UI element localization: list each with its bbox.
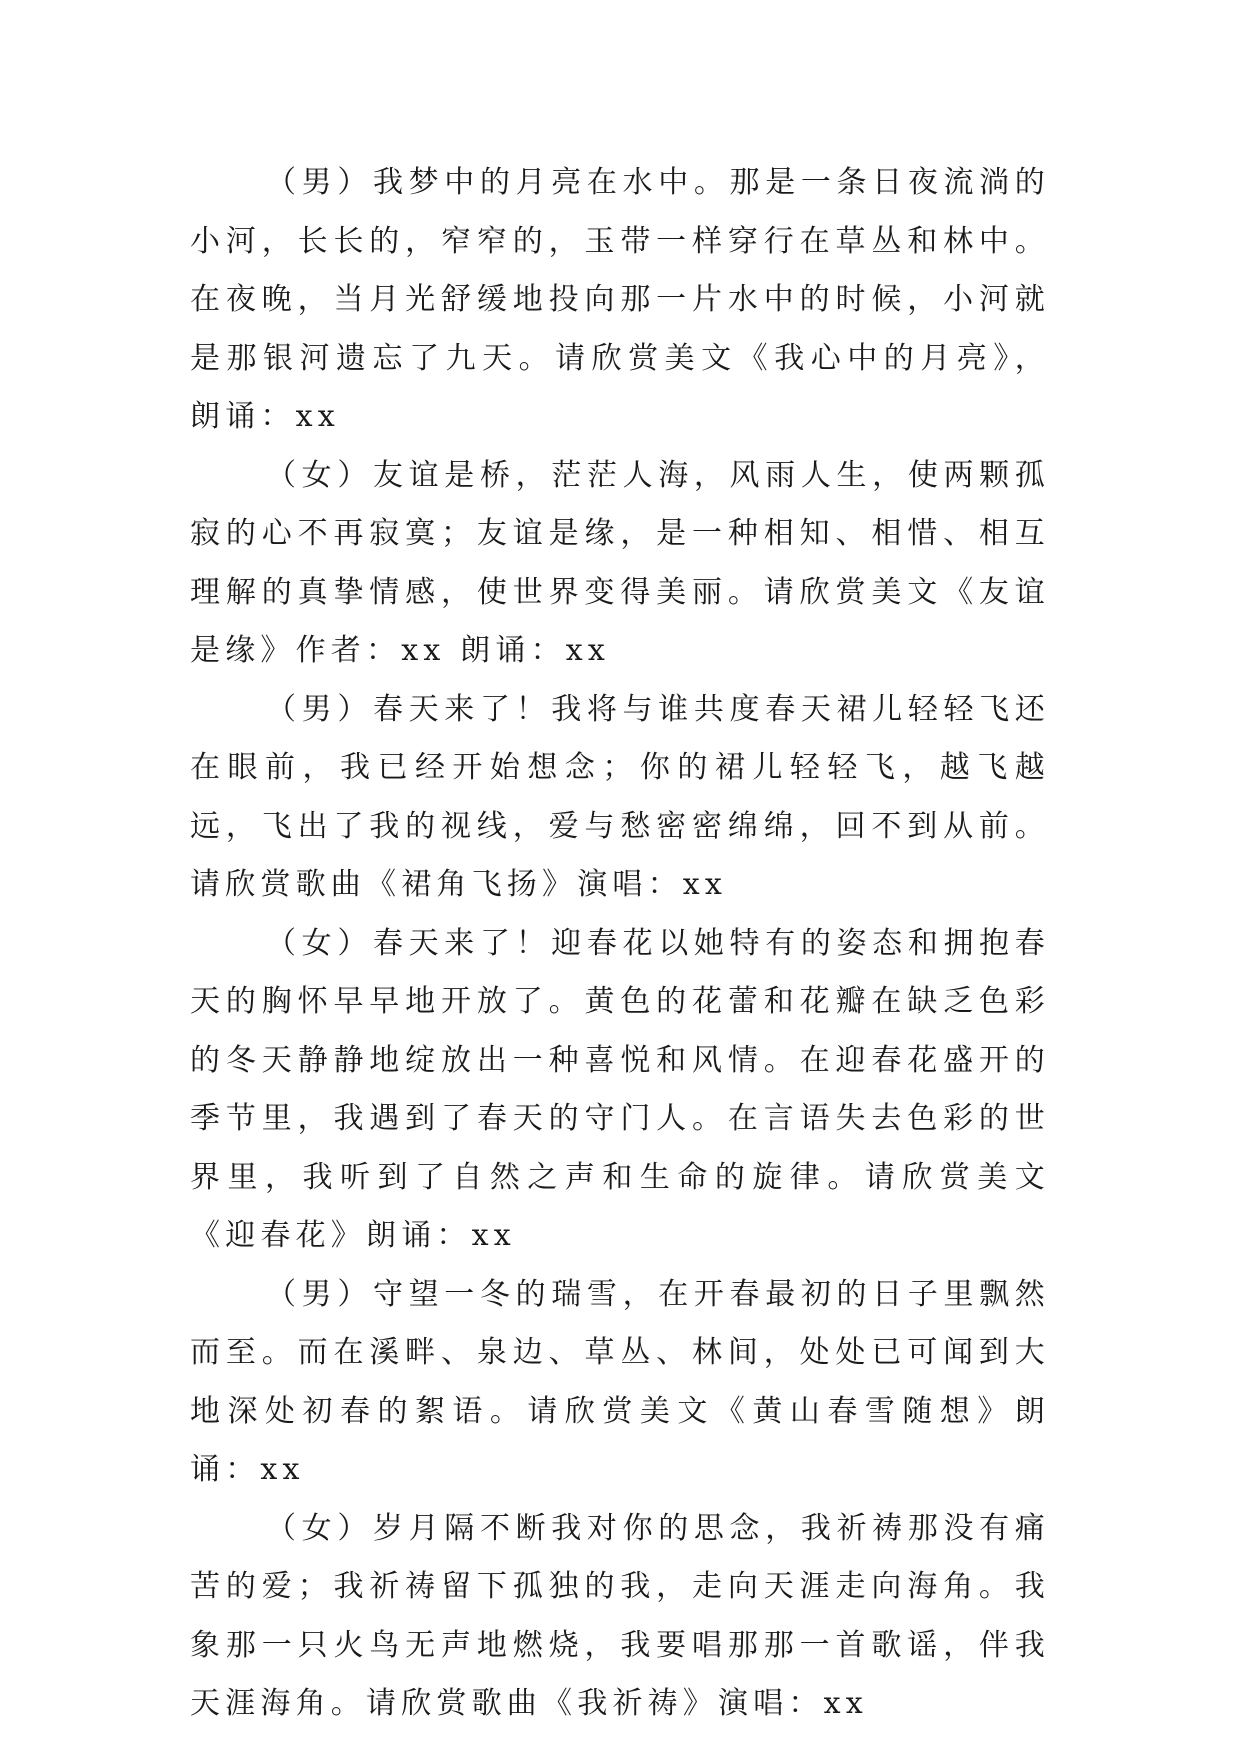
paragraph-male-spring-snow: （男）守望一冬的瑞雪，在开春最初的日子里飘然而至。而在溪畔、泉边、草丛、林间，处处已可闻到大地深处初春的絮语。请欣赏美文《黄山春雪随想》朗诵：xx bbox=[190, 1276, 1050, 1487]
paragraph-female-winter-jasmine: （女）春天来了！迎春花以她特有的姿态和拥抱春天的胸怀早早地开放了。黄色的花蕾和花瓣在缺乏色彩的冬天静静地绽放出一种喜悦和风情。在迎春花盛开的季节里，我遇到了春天的守门人。在言语失去色彩的世界里，我听到了自然之声和生命的旋律。请欣赏美文《迎春花》朗诵：xx bbox=[190, 925, 1050, 1253]
document-body bbox=[190, 154, 1050, 1734]
paragraph-female-friendship: （女）友谊是桥，茫茫人海，风雨人生，使两颗孤寂的心不再寂寞；友谊是缘，是一种相知、相惜、相互理解的真挚情感，使世界变得美丽。请欣赏美文《友谊是缘》作者：xx 朗诵：xx bbox=[190, 457, 1050, 668]
paragraph-male-spring-skirt: （男）春天来了！我将与谁共度春天裙儿轻轻飞还在眼前，我已经开始想念；你的裙儿轻轻飞，越飞越远，飞出了我的视线，爱与愁密密绵绵，回不到从前。请欣赏歌曲《裙角飞扬》演唱：xx bbox=[190, 691, 1050, 902]
paragraph-male-moon: （男）我梦中的月亮在水中。那是一条日夜流淌的小河，长长的，窄窄的，玉带一样穿行在草丛和林中。在夜晚，当月光舒缓地投向那一片水中的时候，小河就是那银河遗忘了九天。请欣赏美文《我心中的月亮》，朗诵：xx bbox=[190, 165, 1050, 434]
paragraph-female-prayer: （女）岁月隔不断我对你的思念，我祈祷那没有痛苦的爱；我祈祷留下孤独的我，走向天涯走向海角。我象那一只火鸟无声地燃烧，我要唱那那一首歌谣，伴我天涯海角。请欣赏歌曲《我祈祷》演唱：xx bbox=[190, 1510, 1050, 1721]
